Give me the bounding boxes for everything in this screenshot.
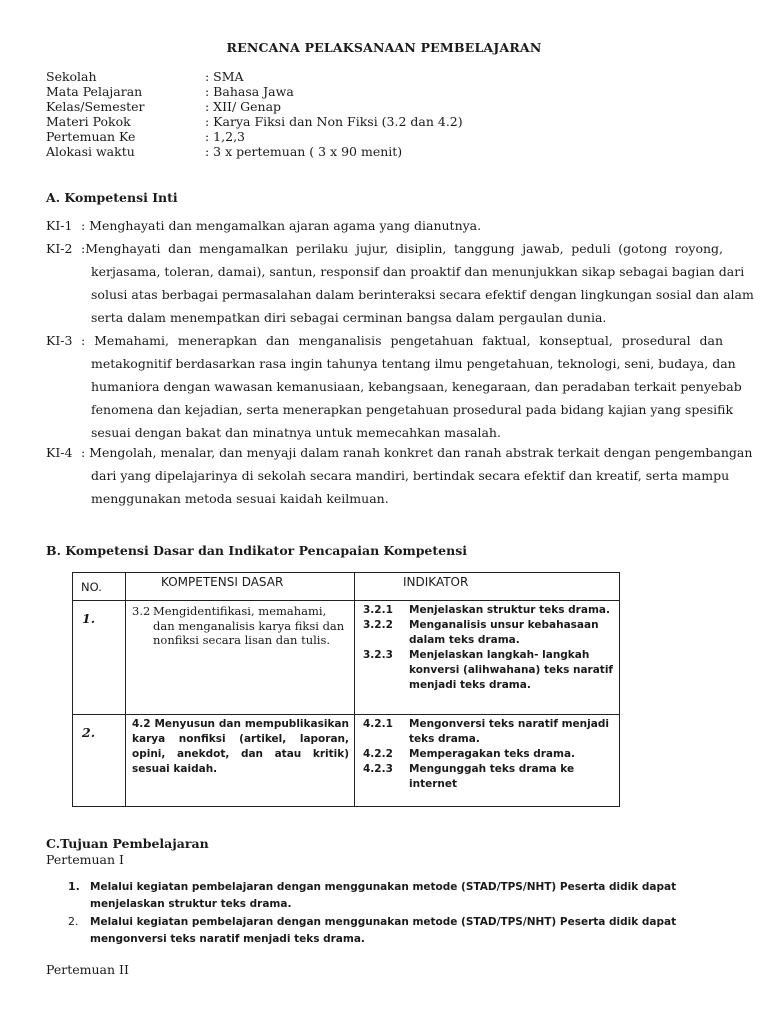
list-item-number: 2. — [68, 915, 79, 928]
ki-2-line: serta dalam menempatkan diri sebagai cerminan bangsa dalam pergaulan dunia. — [91, 310, 607, 325]
document-title: RENCANA PELAKSANAAN PEMBELAJARAN — [226, 40, 542, 55]
pertemuan-1-label: Pertemuan I — [46, 852, 124, 867]
info-value-mapel: : Bahasa Jawa — [205, 84, 294, 99]
info-value-materi: : Karya Fiksi dan Non Fiksi (3.2 dan 4.2) — [205, 114, 463, 129]
indicator-text: Memperagakan teks drama. — [409, 748, 576, 760]
ki-4-line: : Mengolah, menalar, dan menyaji dalam ranah konkret dan ranah abstrak terkait dengan pengembangan — [81, 445, 753, 460]
ki-2-line: solusi atas berbagai permasalahan dalam berinteraksi secara efektif dengan lingkungan sosial dan alam — [91, 287, 754, 302]
pertemuan-2-label: Pertemuan II — [46, 962, 129, 977]
table-border-left — [72, 572, 73, 807]
ki-4-label: KI-4 — [46, 445, 73, 460]
table-header-no: NO. — [81, 580, 102, 594]
ki-3-line: fenomena dan kejadian, serta menerapkan pengetahuan prosedural pada bidang kajian yang spesifik — [91, 402, 734, 417]
table-border-top — [72, 572, 620, 573]
info-label-mapel: Mata Pelajaran — [46, 84, 143, 99]
ki-2-line: kerjasama, toleran, damai), santun, responsif dan proaktif dan menunjukkan sikap sebagai bagian dari — [91, 264, 745, 279]
indicator-code: 3.2.3 — [363, 649, 393, 661]
section-a-heading: A. Kompetensi Inti — [46, 190, 178, 205]
ki-4-line: dari yang dipelajarinya di sekolah secara mandiri, bertindak secara efektif dan kreatif, serta mampu — [91, 468, 730, 483]
indicator-text: Menjelaskan langkah- langkah konversi (alihwahana) teks naratif menjadi teks drama. — [409, 649, 613, 691]
ki-4-line: menggunakan metoda sesuai kaidah keilmuan. — [91, 491, 389, 506]
indicator-code: 4.2.2 — [363, 748, 393, 760]
ki-3-line: sesuai dengan bakat dan minatnya untuk memecahkan masalah. — [91, 425, 501, 440]
ki-3-line: humaniora dengan wawasan kemanusiaan, kebangsaan, kenegaraan, dan peradaban terkait penyebab — [91, 379, 742, 394]
list-item-text: Melalui kegiatan pembelajaran dengan menggunakan metode (STAD/TPS/NHT) Peserta didik dapat menjelaskan struktur teks drama. — [90, 881, 677, 910]
info-label-sekolah: Sekolah — [46, 69, 97, 84]
info-value-sekolah: : SMA — [205, 69, 244, 84]
info-value-kelas: : XII/ Genap — [205, 99, 282, 114]
row-number: 2. — [82, 725, 96, 740]
row-number: 1. — [82, 611, 96, 626]
ki-2-line: :Menghayati dan mengamalkan perilaku jujur, disiplin, tanggung jawab, peduli (gotong royong, — [81, 241, 723, 256]
ki-3-label: KI-3 — [46, 333, 73, 348]
section-b-heading: B. Kompetensi Dasar dan Indikator Pencapaian Kompetensi — [46, 543, 467, 558]
ki-3-line: : Memahami, menerapkan dan menganalisis pengetahuan faktual, konseptual, prosedural dan — [81, 333, 723, 348]
table-header-kd: KOMPETENSI DASAR — [161, 575, 284, 589]
indicator-text: Mengonversi teks naratif menjadi teks drama. — [409, 718, 609, 745]
indicator-code: 3.2.1 — [363, 604, 393, 616]
ki-1-label: KI-1 — [46, 218, 73, 233]
indicator-text: Menjelaskan struktur teks drama. — [409, 604, 610, 616]
kd-text: 4.2 Menyusun dan mempublikasikan karya nonfiksi (artikel, laporan, opini, anekdot, dan atau kritik) sesuai kaidah. — [132, 718, 349, 775]
table-border-bottom — [72, 806, 620, 807]
info-value-alokasi: : 3 x pertemuan ( 3 x 90 menit) — [205, 144, 403, 159]
list-item-text: Melalui kegiatan pembelajaran dengan menggunakan metode (STAD/TPS/NHT) Peserta didik dapat mengonversi teks naratif menjadi teks drama. — [90, 916, 677, 945]
indicator-code: 4.2.3 — [363, 763, 393, 775]
ki-2-label: KI-2 — [46, 241, 73, 256]
table-header-indikator: INDIKATOR — [403, 575, 469, 589]
ki-1-line: : Menghayati dan mengamalkan ajaran agama yang dianutnya. — [81, 218, 482, 233]
info-label-alokasi: Alokasi waktu — [46, 144, 135, 159]
table-header-divider — [72, 600, 620, 601]
ki-3-line: metakognitif berdasarkan rasa ingin tahunya tentang ilmu pengetahuan, teknologi, seni, budaya, dan — [91, 356, 736, 371]
info-label-kelas: Kelas/Semester — [46, 99, 145, 114]
table-border-right — [619, 572, 620, 807]
info-label-materi: Materi Pokok — [46, 114, 131, 129]
indicator-code: 3.2.2 — [363, 619, 393, 631]
info-label-pertemuan: Pertemuan Ke — [46, 129, 136, 144]
table-col-divider — [354, 572, 355, 807]
info-value-pertemuan: : 1,2,3 — [205, 129, 245, 144]
table-col-divider — [125, 572, 126, 807]
list-item-number: 1. — [68, 880, 80, 893]
section-c-heading: C.Tujuan Pembelajaran — [46, 836, 209, 851]
kd-text: Mengidentifikasi, memahami, dan menganalisis karya fiksi dan nonfiksi secara lisan dan tulis. — [153, 604, 345, 647]
kd-code: 3.2 — [132, 604, 151, 618]
indicator-code: 4.2.1 — [363, 718, 393, 730]
table-row-divider — [72, 714, 620, 715]
indicator-text: Menganalisis unsur kebahasaan dalam teks drama. — [409, 619, 599, 646]
indicator-text: Mengunggah teks drama ke internet — [409, 763, 575, 790]
